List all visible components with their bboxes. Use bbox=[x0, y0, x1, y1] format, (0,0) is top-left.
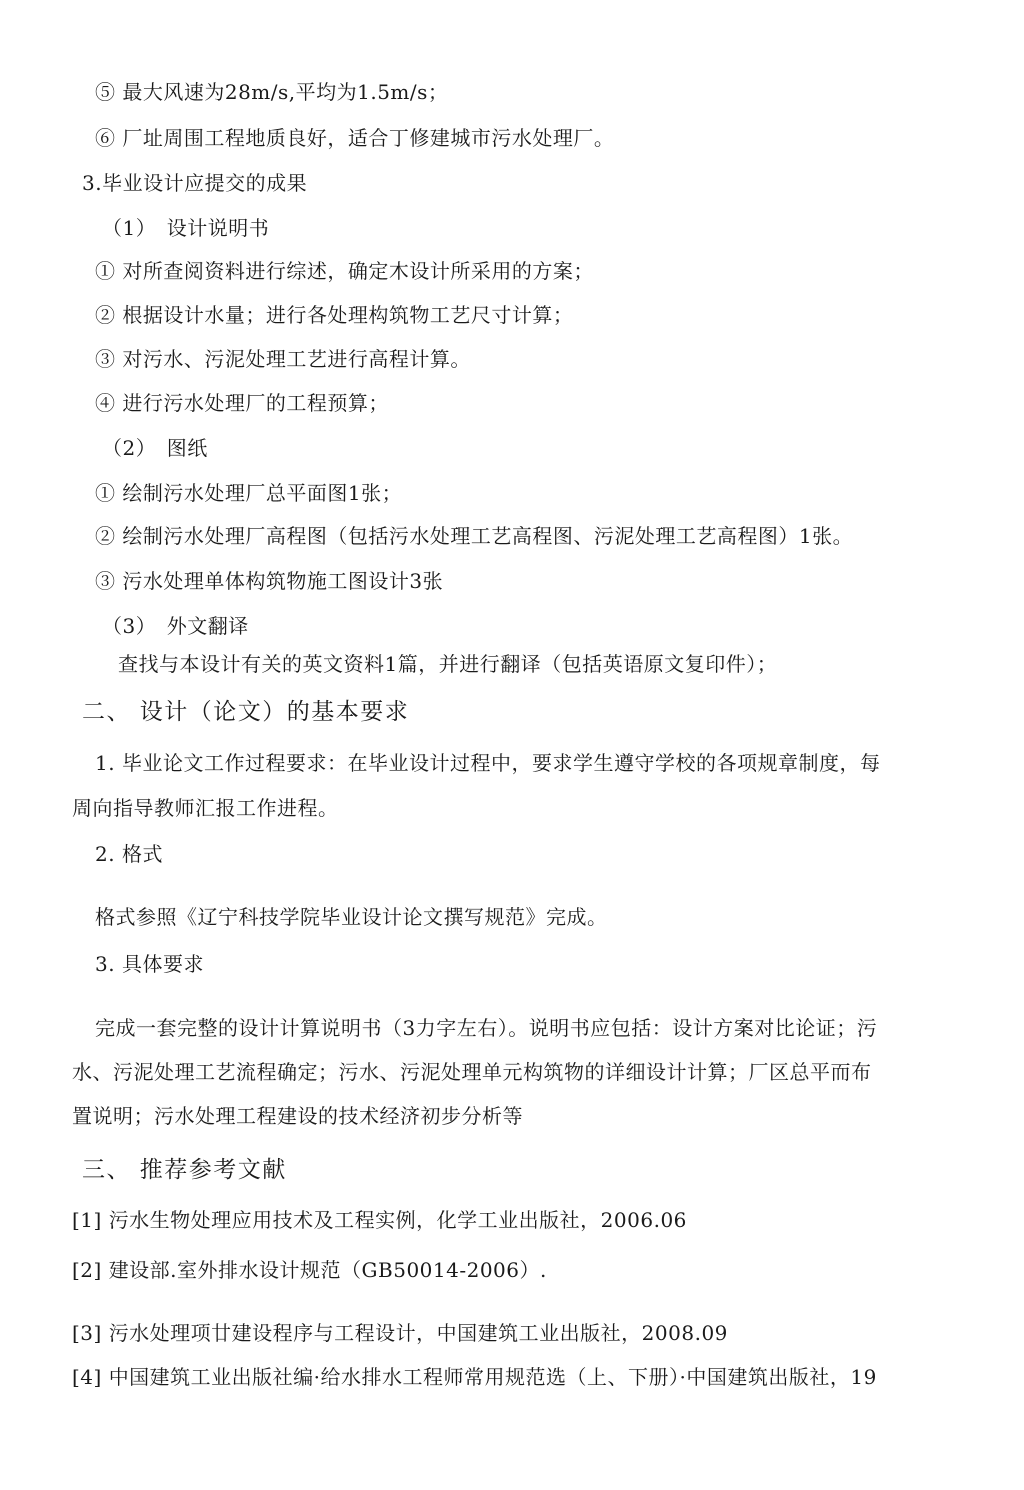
spec-item-1: ① 对所查阅资料进行综述，确定木设计所采用的方案； bbox=[95, 259, 594, 283]
subsection-translation: （3） 外文翻译 bbox=[102, 614, 249, 638]
section-references: 三、 推荐参考文献 bbox=[82, 1157, 287, 1183]
section-deliverables-title: 3.毕业设计应提交的成果 bbox=[82, 171, 308, 195]
spec-item-2: ② 根据设计水量；进行各处理构筑物工艺尺寸计算； bbox=[95, 303, 574, 327]
drawing-item-2: ② 绘制污水处理厂高程图（包括污水处理工艺高程图、污泥处理工艺高程图）1张。 bbox=[95, 524, 854, 548]
section-basic-requirements: 二、 设计（论文）的基本要求 bbox=[82, 699, 410, 725]
drawing-item-3: ③ 污水处理单体构筑物施工图设计3张 bbox=[95, 569, 444, 593]
condition-wind-speed: ⑤ 最大风速为28m/s,平均为1.5m/s； bbox=[95, 80, 449, 104]
req-3-text-line-3: 置说明；污水处理工程建设的技术经济初步分析等 bbox=[72, 1104, 523, 1128]
req-1-line-1: 1. 毕业论文工作过程要求：在毕业设计过程中，要求学生遵守学校的各项规章制度，每 bbox=[95, 751, 881, 775]
subsection-design-spec: （1） 设计说明书 bbox=[102, 216, 270, 240]
drawing-item-1: ① 绘制污水处理厂总平面图1张； bbox=[95, 481, 403, 505]
req-2-title: 2. 格式 bbox=[95, 842, 163, 866]
reference-3: [3] 污水处理项廿建设程序与工程设计，中国建筑工业出版社，2008.09 bbox=[72, 1321, 728, 1345]
translation-text: 查找与本设计有关的英文资料1篇，并进行翻译（包括英语原文复印件）； bbox=[118, 652, 778, 676]
reference-2: [2] 建设部.室外排水设计规范（GB50014-2006）. bbox=[72, 1258, 547, 1282]
req-2-text: 格式参照《辽宁科技学院毕业设计论文撰写规范》完成。 bbox=[95, 905, 608, 929]
req-3-text-line-1: 完成一套完整的设计计算说明书（3力字左右）。说明书应包括：设计方案对比论证；污 bbox=[95, 1016, 878, 1040]
req-1-line-2: 周向指导教师汇报工作进程。 bbox=[72, 796, 339, 820]
subsection-drawings: （2） 图纸 bbox=[102, 436, 208, 460]
req-3-title: 3. 具体要求 bbox=[95, 952, 204, 976]
spec-item-4: ④ 进行污水处理厂的工程预算； bbox=[95, 391, 389, 415]
condition-geology: ⑥ 厂址周围工程地质良好，适合丁修建城市污水处理厂。 bbox=[95, 126, 615, 150]
reference-4: [4] 中国建筑工业出版社编·给水排水工程师常用规范选（上、下册）·中国建筑出版社，19 bbox=[72, 1365, 877, 1389]
req-3-text-line-2: 水、污泥处理工艺流程确定；污水、污泥处理单元构筑物的详细设计计算；厂区总平而布 bbox=[72, 1060, 872, 1084]
reference-1: [1] 污水生物处理应用技术及工程实例，化学工业出版社，2006.06 bbox=[72, 1208, 687, 1232]
spec-item-3: ③ 对污水、污泥处理工艺进行高程计算。 bbox=[95, 347, 471, 371]
